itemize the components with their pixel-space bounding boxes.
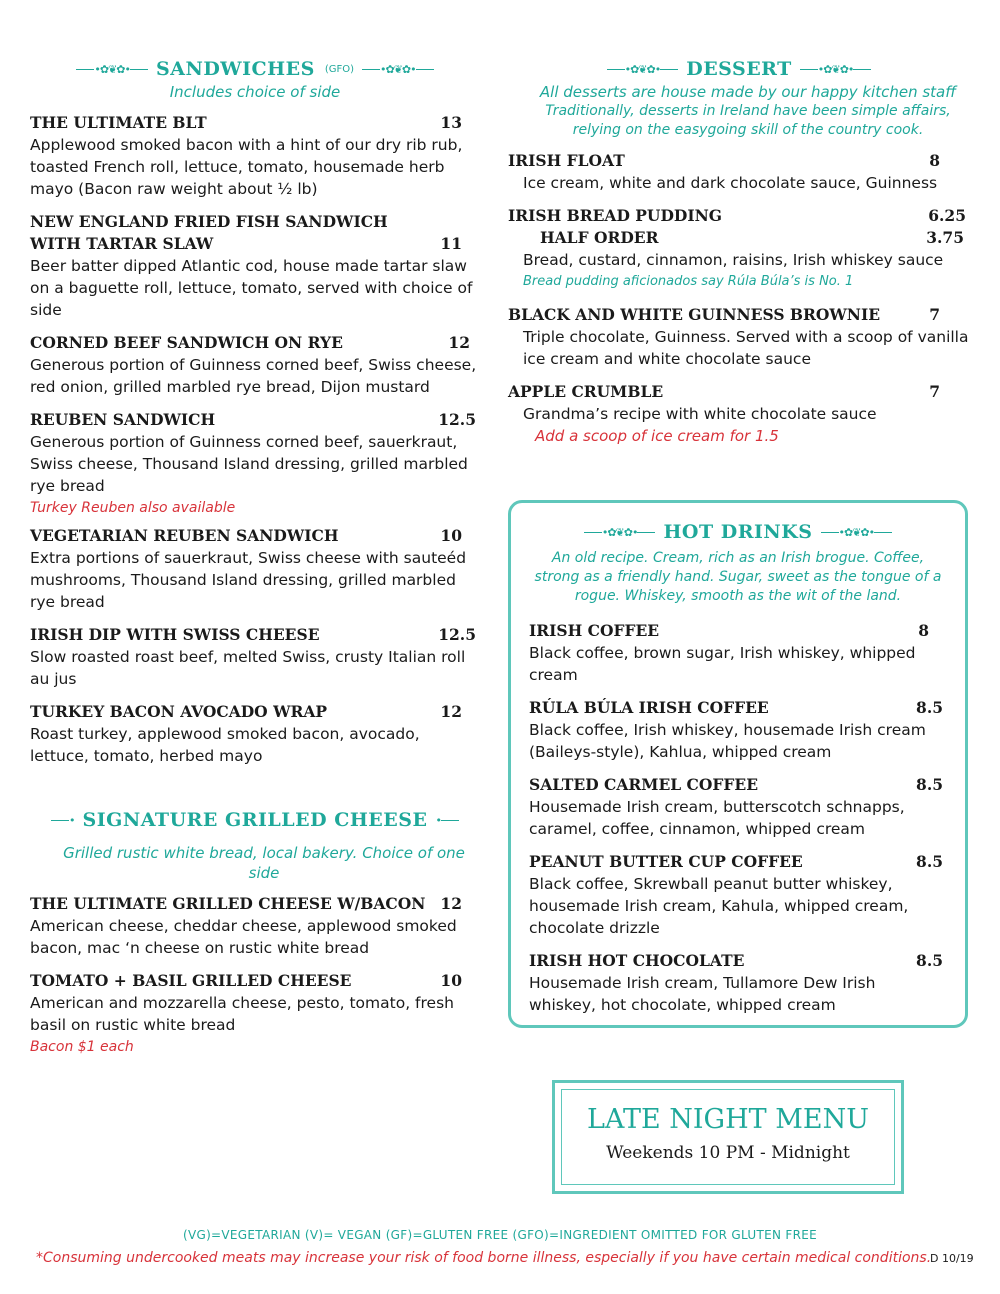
- item-description: American cheese, cheddar cheese, applewood smoked bacon, mac ‘n cheese on rustic white bread: [30, 917, 457, 957]
- item-name: IRISH DIP WITH SWISS CHEESE: [30, 625, 320, 644]
- half-order-price: 3.75: [926, 228, 964, 247]
- menu-item: [529, 851, 947, 939]
- menu-item: [508, 205, 970, 293]
- item-description: Generous portion of Guinness corned beef, Swiss cheese, red onion, grilled marbled rye bread, Dijon mustard: [30, 356, 477, 396]
- menu-item: [30, 409, 480, 519]
- health-warning: *Consuming undercooked meats may increase your risk of food borne illness, especially if you have certain medical conditions.: [36, 1250, 932, 1266]
- item-name: CORNED BEEF SANDWICH ON RYE: [30, 333, 343, 352]
- late-night-inner-frame: [561, 1089, 895, 1185]
- item-name: REUBEN SANDWICH: [30, 410, 216, 429]
- dessert-intro: Traditionally, desserts in Ireland have been simple affairs, relying on the easygoing skill of the country cook.: [545, 103, 951, 138]
- item-price: 8.5: [916, 852, 943, 871]
- item-price: 12.5: [438, 625, 476, 644]
- menu-item: [529, 774, 947, 840]
- sandwiches-title: SANDWICHES: [156, 58, 315, 80]
- item-name: TOMATO + BASIL GRILLED CHEESE: [30, 971, 352, 990]
- item-price: 12: [448, 333, 470, 352]
- item-name: BLACK AND WHITE GUINNESS BROWNIE: [508, 305, 881, 324]
- menu-version-code: D 10/19: [930, 1252, 974, 1265]
- dietary-legend: (VG)=VEGETARIAN (V)= VEGAN (GF)=GLUTEN FREE (GFO)=INGREDIENT OMITTED FOR GLUTEN FREE: [182, 1228, 817, 1242]
- menu-item: [30, 624, 480, 690]
- item-note: Turkey Reuben also available: [30, 500, 236, 516]
- grilled-cheese-title: SIGNATURE GRILLED CHEESE: [82, 809, 428, 831]
- item-price: 12: [440, 702, 462, 721]
- ornamental-scroll-icon: •✿❦✿•: [584, 526, 656, 539]
- ornamental-scroll-icon: •: [435, 814, 459, 827]
- ornamental-scroll-icon: •✿❦✿•: [800, 63, 872, 76]
- item-description: Extra portions of sauerkraut, Swiss cheese with sauteéd mushrooms, Thousand Island dressing, grilled marbled rye bread: [30, 549, 467, 611]
- item-name: IRISH FLOAT: [508, 151, 625, 170]
- dessert-header: [508, 56, 970, 82]
- item-description: Applewood smoked bacon with a hint of our dry rib rub, toasted French roll, lettuce, tomato, housemade herb mayo (Bacon raw weight about ½ lb): [30, 136, 463, 198]
- ornamental-scroll-icon: •✿❦✿•: [76, 63, 148, 76]
- dessert-subtitle: All desserts are house made by our happy kitchen staff: [539, 83, 957, 101]
- item-description: Roast turkey, applewood smoked bacon, avocado, lettuce, tomato, herbed mayo: [30, 725, 420, 765]
- item-description: Black coffee, Skrewball peanut butter whiskey, housemade Irish cream, Kahula, whipped cream, chocolate drizzle: [529, 875, 909, 937]
- late-night-hours: Weekends 10 PM - Midnight: [606, 1143, 850, 1163]
- item-price: 8.5: [916, 775, 943, 794]
- item-name: VEGETARIAN REUBEN SANDWICH: [30, 526, 339, 545]
- sandwiches-gfo-tag: (GFO): [324, 63, 354, 75]
- menu-item: [529, 950, 947, 1016]
- item-price: 6.25: [928, 206, 966, 225]
- item-description: Slow roasted roast beef, melted Swiss, crusty Italian roll au jus: [30, 648, 466, 688]
- item-name: PEANUT BUTTER CUP COFFEE: [529, 852, 803, 871]
- ornamental-scroll-icon: •✿❦✿•: [362, 63, 434, 76]
- item-note: Bacon $1 each: [30, 1039, 134, 1055]
- item-description: American and mozzarella cheese, pesto, tomato, fresh basil on rustic white bread: [30, 994, 454, 1034]
- item-price: 12: [440, 894, 462, 913]
- item-name: RÚLA BÚLA IRISH COFFEE: [529, 698, 769, 717]
- item-price: 11: [440, 234, 462, 253]
- item-name-line2: WITH TARTAR SLAW: [30, 234, 214, 253]
- item-name: IRISH BREAD PUDDING: [508, 206, 722, 225]
- item-name: IRISH COFFEE: [529, 621, 660, 640]
- menu-item: [529, 697, 947, 763]
- item-price: 10: [440, 526, 462, 545]
- menu-item: [508, 150, 970, 194]
- item-price: 8.5: [916, 951, 943, 970]
- late-night-box: [552, 1080, 904, 1194]
- item-name: NEW ENGLAND FRIED FISH SANDWICH: [30, 212, 388, 231]
- item-name: THE ULTIMATE GRILLED CHEESE W/BACON: [30, 894, 426, 913]
- item-description: Generous portion of Guinness corned beef, sauerkraut, Swiss cheese, Thousand Island dressing, grilled marbled rye bread: [30, 433, 468, 495]
- item-description: Beer batter dipped Atlantic cod, house made tartar slaw on a baguette roll, lettuce, tomato, served with choice of side: [30, 257, 473, 319]
- item-description: Ice cream, white and dark chocolate sauce, Guinness: [523, 174, 938, 192]
- item-price: 13: [440, 113, 462, 132]
- menu-item: [529, 620, 947, 686]
- menu-item: [30, 332, 480, 398]
- item-price: 10: [440, 971, 462, 990]
- left-column: [30, 56, 480, 1058]
- ornamental-scroll-icon: •: [51, 814, 75, 827]
- ornamental-scroll-icon: •✿❦✿•: [821, 526, 893, 539]
- item-description: Triple chocolate, Guinness. Served with a scoop of vanilla ice cream and white chocolate sauce: [523, 328, 969, 368]
- item-price: 8.5: [916, 698, 943, 717]
- late-night-title: LATE NIGHT MENU: [587, 1104, 869, 1135]
- item-description: Housemade Irish cream, butterscotch schnapps, caramel, coffee, cinnamon, whipped cream: [529, 798, 905, 838]
- item-name: TURKEY BACON AVOCADO WRAP: [30, 702, 328, 721]
- menu-item: [30, 893, 480, 959]
- item-description: Bread, custard, cinnamon, raisins, Irish whiskey sauce: [523, 251, 944, 269]
- item-name: IRISH HOT CHOCOLATE: [529, 951, 745, 970]
- menu-item: [30, 970, 480, 1058]
- dessert-title: DESSERT: [686, 58, 792, 80]
- item-price: 12.5: [438, 410, 476, 429]
- half-order-label: HALF ORDER: [540, 228, 659, 247]
- right-column: [508, 56, 970, 447]
- hot-drinks-header: [529, 519, 947, 545]
- item-price: 8: [918, 621, 929, 640]
- item-price: 7: [929, 305, 940, 324]
- sandwiches-subtitle: Includes choice of side: [169, 83, 341, 101]
- menu-item: [30, 701, 480, 767]
- item-note: Add a scoop of ice cream for 1.5: [535, 427, 779, 445]
- menu-item: [30, 112, 480, 200]
- menu-item: [30, 525, 480, 613]
- item-description: Grandma’s recipe with white chocolate sauce: [523, 405, 877, 423]
- grilled-cheese-header: [30, 807, 480, 833]
- item-name: SALTED CARMEL COFFEE: [529, 775, 759, 794]
- item-name: THE ULTIMATE BLT: [30, 113, 207, 132]
- hot-drinks-title: HOT DRINKS: [663, 521, 813, 543]
- item-note: Bread pudding aficionados say Rúla Búla’s is No. 1: [523, 274, 854, 289]
- menu-item: [508, 381, 970, 447]
- item-price: 8: [929, 151, 940, 170]
- hot-drinks-box: [508, 500, 968, 1028]
- ornamental-scroll-icon: •✿❦✿•: [607, 63, 679, 76]
- item-description: Black coffee, Irish whiskey, housemade Irish cream (Baileys-style), Kahlua, whipped cream: [529, 721, 926, 761]
- item-description: Housemade Irish cream, Tullamore Dew Irish whiskey, hot chocolate, whipped cream: [529, 974, 876, 1014]
- grilled-cheese-subtitle: Grilled rustic white bread, local bakery. Choice of one side: [63, 844, 465, 882]
- menu-item: [30, 211, 480, 321]
- menu-item: [508, 304, 970, 370]
- item-description: Black coffee, brown sugar, Irish whiskey, whipped cream: [529, 644, 916, 684]
- sandwiches-header: [30, 56, 480, 82]
- item-name: APPLE CRUMBLE: [508, 382, 664, 401]
- item-price: 7: [929, 382, 940, 401]
- hot-drinks-intro: An old recipe. Cream, rich as an Irish brogue. Coffee, strong as a friendly hand. Sugar, sweet as the tongue of a rogue. Whiskey, smooth as the wit of the land.: [534, 550, 942, 604]
